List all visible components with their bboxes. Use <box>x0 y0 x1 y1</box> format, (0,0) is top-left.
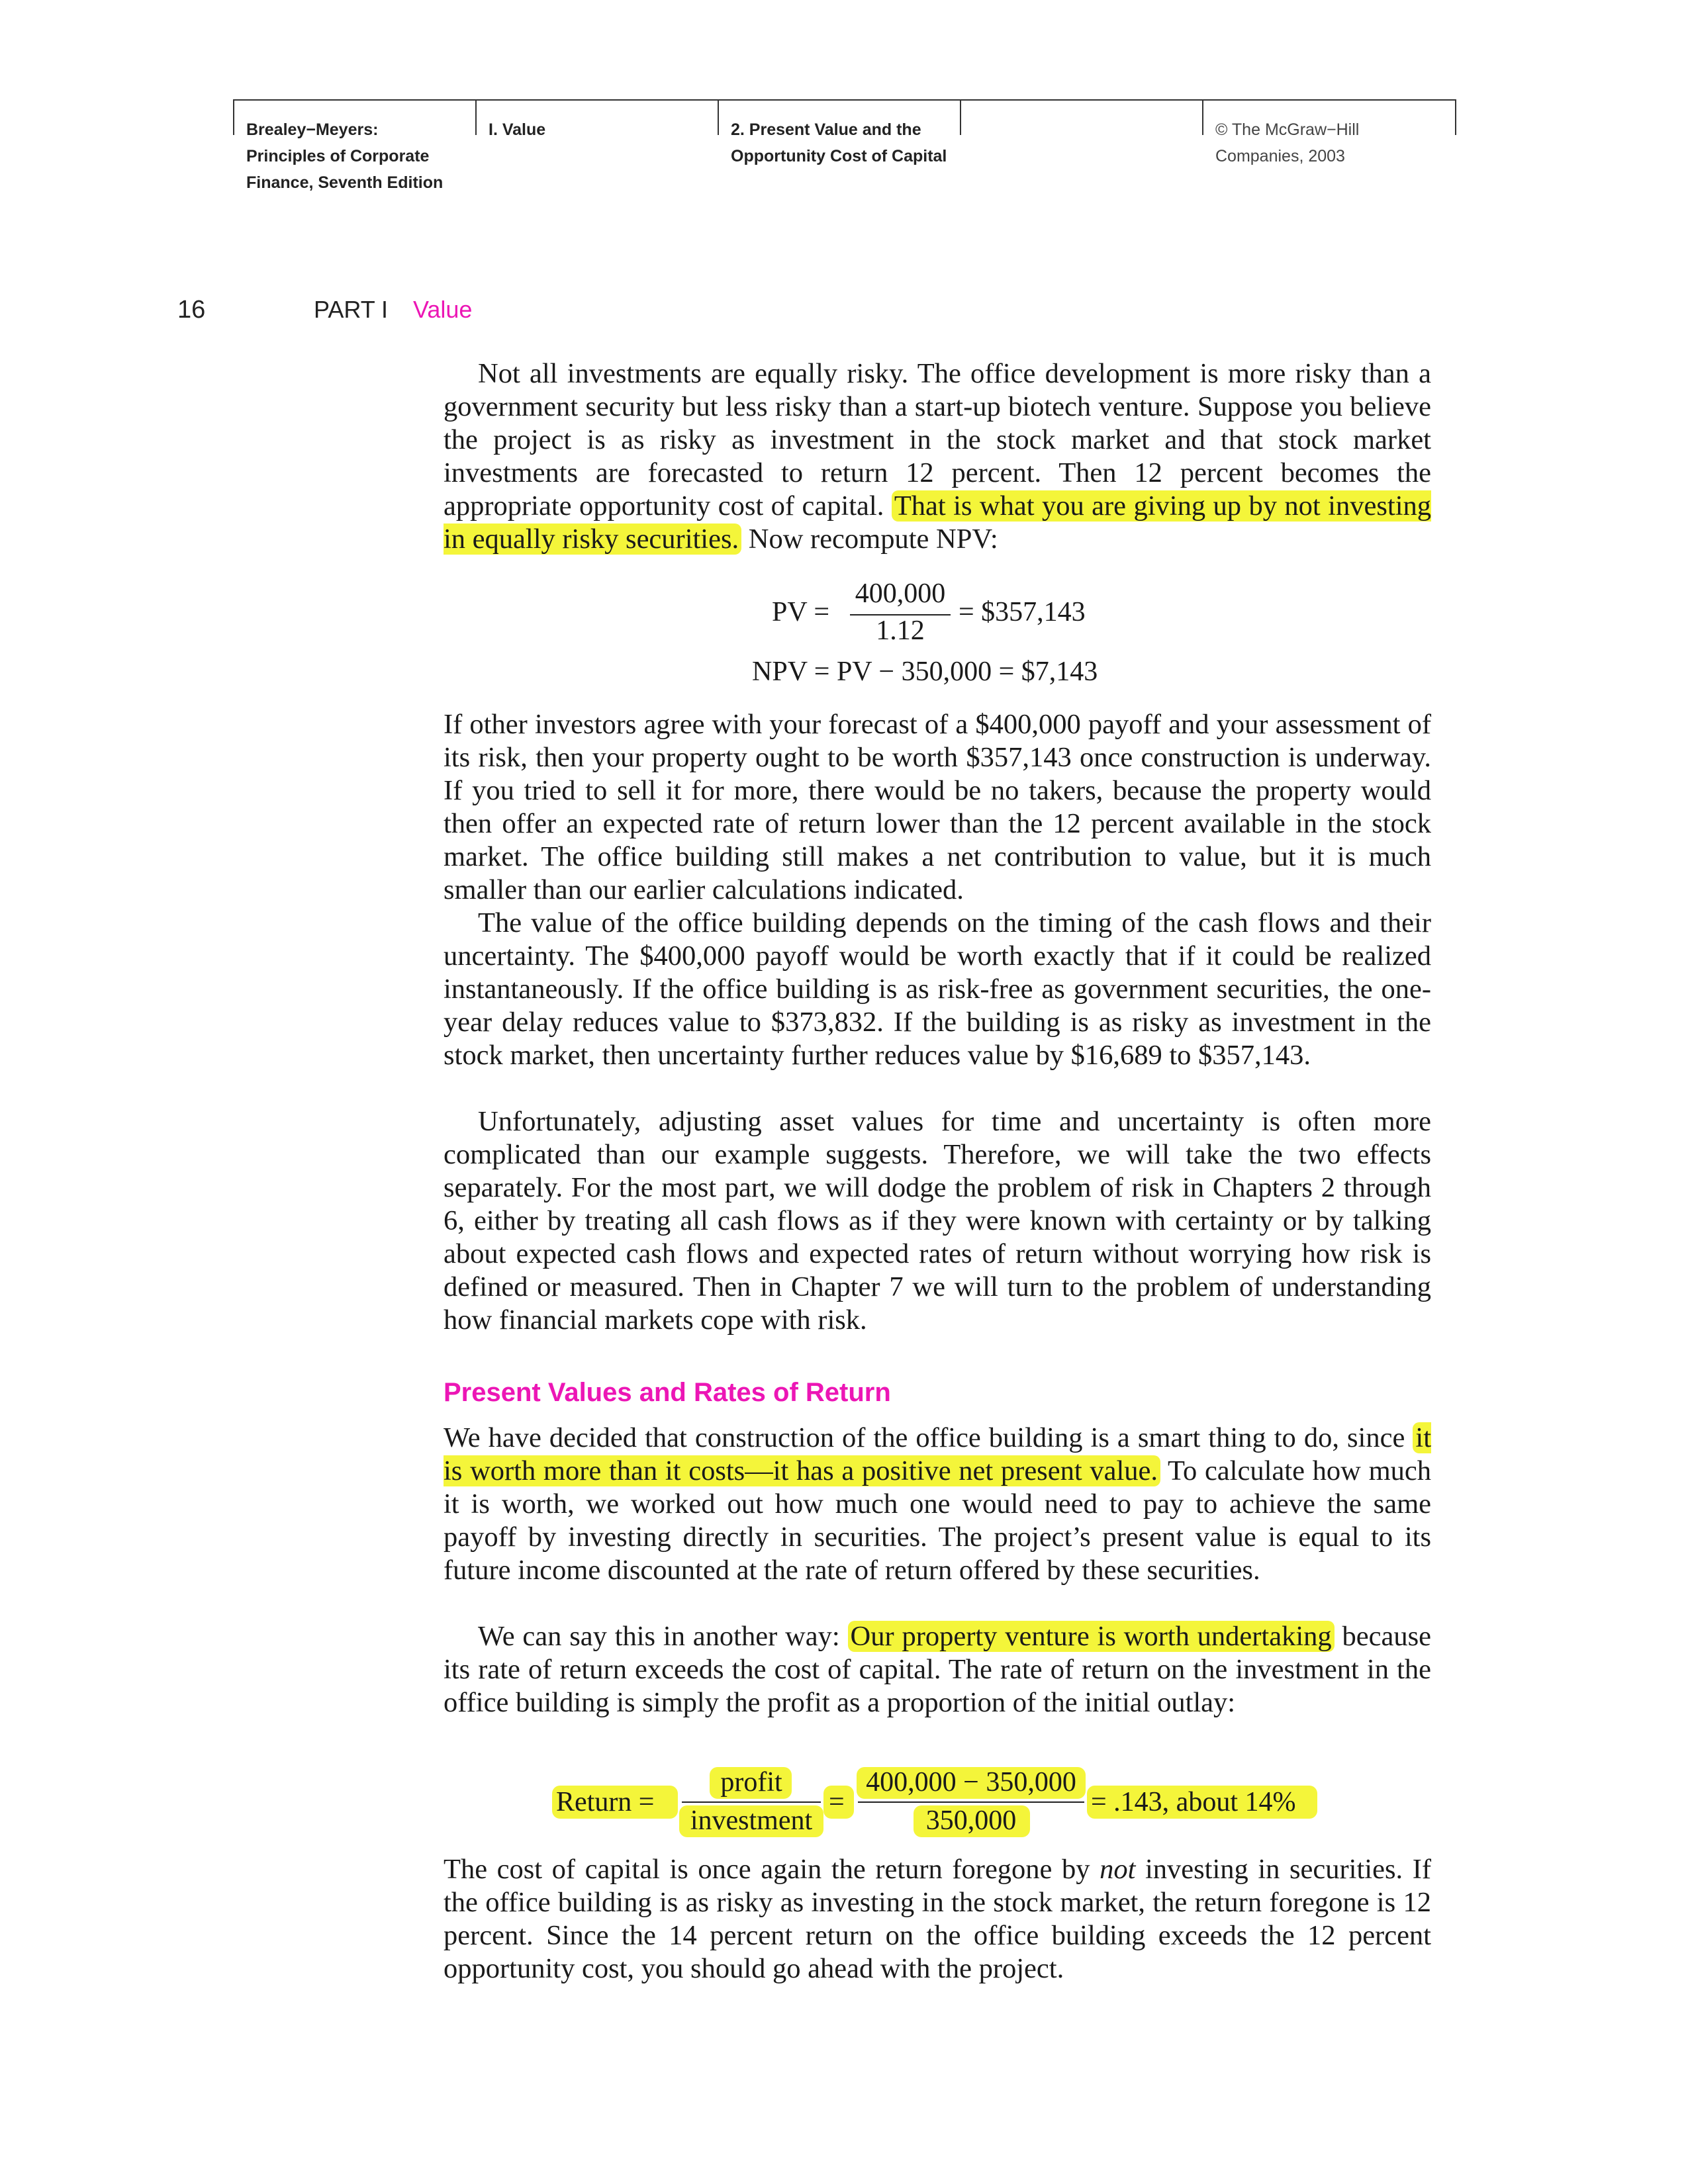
page-number: 16 <box>177 296 206 324</box>
fraction-numerator: profit <box>720 1767 782 1797</box>
paragraph: Unfortunately, adjusting asset values for time and uncertainty is often more complicated than our example suggests. Therefore, we will take the two effects separately. For the most part, we will dodge the problem of risk in Chapters 2 through 6, either by treating all cash flows as if they were known with certainty or by talking about expected cash flows and expected rates of return without worrying how risk is defined or measured. Then in Chapter 7 we will turn to the problem of understanding how financial markets cope with risk. <box>444 1106 1431 1336</box>
header-divider <box>960 101 961 135</box>
fraction-numerator: 400,000 − 350,000 <box>866 1767 1076 1797</box>
section-heading: Present Values and Rates of Return <box>444 1378 891 1407</box>
emphasis: not <box>1100 1854 1136 1885</box>
fraction-bar <box>858 1801 1084 1803</box>
paragraph: We have decided that construction of the office building is a smart thing to do, since it is worth more than it costs—it has a positive net present value. To calculate how much it is worth, we worked out how much one would need to pay to achieve the same payoff by investing directly in securities. The project’s present value is equal to its future income discounted at the rate of return offered by these securities. <box>444 1422 1432 1586</box>
header-divider <box>1455 101 1456 135</box>
equation-lhs: Return = <box>556 1787 655 1817</box>
header-book-title: Brealey−Meyers: Principles of Corporate Finance, Seventh Edition <box>246 120 444 192</box>
paragraph: The cost of capital is once again the return foregone by not investing in securities. If the office building is as risky as investing in the stock market, the return foregone is 12 percent. Since the 14 percent return on the office building exceeds the 12 percent opportunity cost, you should go ahead with the project. <box>444 1854 1432 1984</box>
header-divider <box>1202 101 1203 135</box>
equation-lhs: PV = <box>772 597 830 627</box>
paragraph: If other investors agree with your forecast of a $400,000 payoff and your assessment of its risk, then your property ought to be worth $357,143 once construction is underway. If you tried to sell it for more, there would be no takers, because the property would then offer an expected rate of return lower than the 12 percent available in the stock market. The office building still makes a net contribution to value, but it is much smaller than our earlier calculations indicated. <box>444 709 1431 905</box>
paragraph: The value of the office building depends on the timing of the cash flows and their uncertainty. The $400,000 payoff would be worth exactly that if it could be realized instantaneously. If the office building is as risk-free as government securities, the one-year delay reduces value to $373,832. If the building is as risky as investment in the stock market, then uncertainty further reduces value by $16,689 to $357,143. <box>444 907 1431 1071</box>
header-divider <box>233 101 234 135</box>
fraction-denominator: 1.12 <box>876 615 925 646</box>
part-title: Value <box>413 296 473 323</box>
equation-rhs: = $357,143 <box>959 597 1086 627</box>
paragraph: Not all investments are equally risky. The office development is more risky than a government security but less risky than a start-up biotech venture. Suppose you believe the project is as risky as investment in the stock market and that stock market investments are forecasted to return 12 percent. Then 12 percent becomes the appropriate opportunity cost of capital. That is what you are giving up by not investing in equally risky securities. Now recompute NPV: <box>444 358 1432 555</box>
header-chapter: 2. Present Value and the Opportunity Cost of Capital <box>731 120 947 165</box>
running-header <box>233 99 1456 192</box>
highlight: it is worth more than it costs—it has a positive net present value. <box>444 1422 1432 1486</box>
highlight: That is what you are giving up by not investing in equally risky securities. <box>444 490 1432 555</box>
paragraph: We can say this in another way: Our property venture is worth undertaking because its rate of return exceeds the cost of capital. The rate of return on the investment in the office building is simply the profit as a proportion of the initial outlay: <box>444 1621 1431 1718</box>
npv-equation: NPV = PV − 350,000 = $7,143 <box>752 657 1098 687</box>
equation-rhs: = .143, about 14% <box>1091 1787 1296 1817</box>
header-copyright: © The McGraw−Hill Companies, 2003 <box>1215 120 1360 165</box>
equals-sign: = <box>829 1787 845 1817</box>
fraction-bar <box>682 1801 821 1803</box>
header-part: I. Value <box>489 120 546 139</box>
part-label: PART I <box>314 296 389 323</box>
fraction-denominator: 350,000 <box>925 1805 1017 1836</box>
header-divider <box>475 101 477 135</box>
fraction-numerator: 400,000 <box>855 578 946 609</box>
fraction-denominator: investment <box>690 1805 813 1836</box>
highlight: Our property venture is worth undertaking <box>848 1621 1335 1652</box>
header-divider <box>718 101 719 135</box>
